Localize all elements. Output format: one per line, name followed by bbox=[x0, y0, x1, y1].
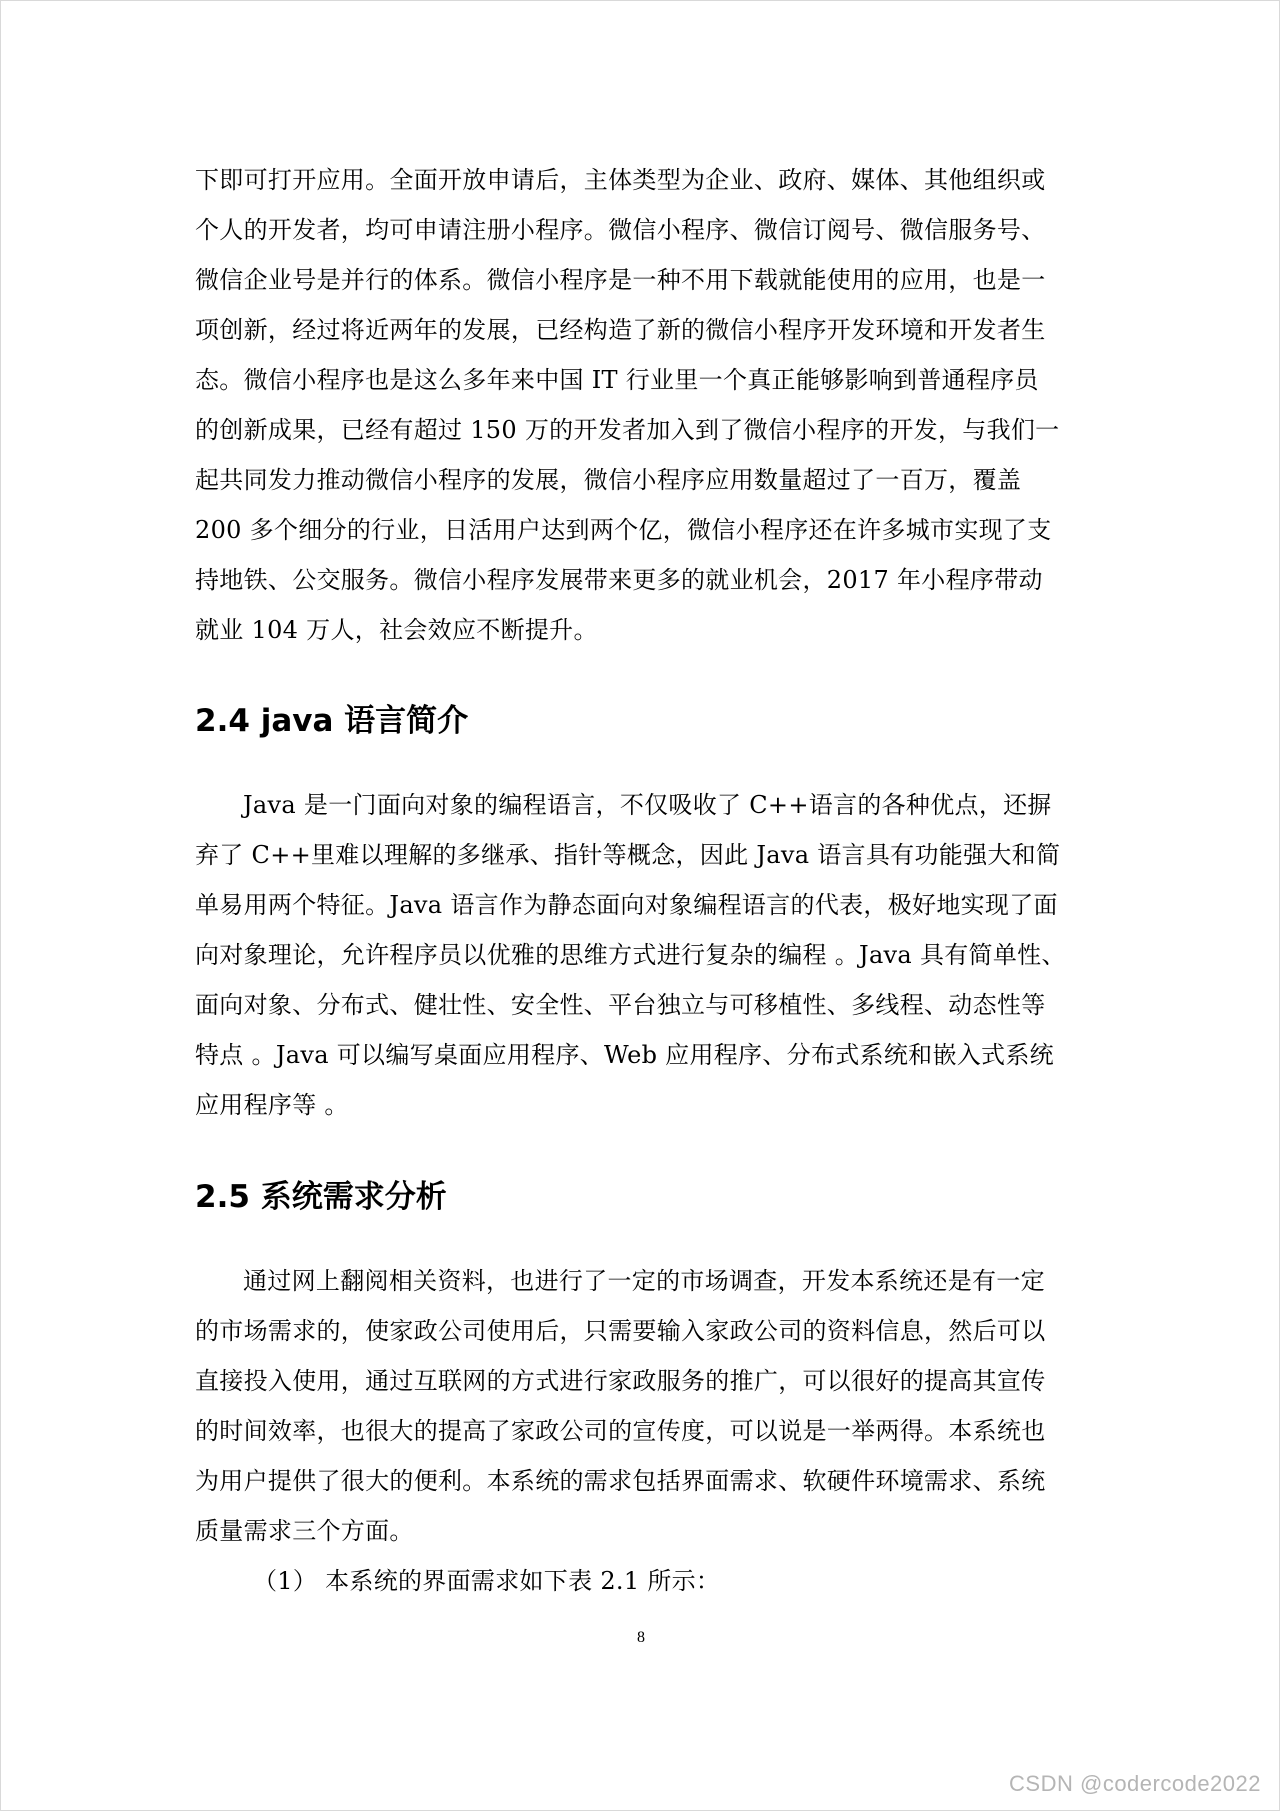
text-line: 微信企业号是并行的体系。微信小程序是一种不用下载就能使用的应用，也是一 bbox=[195, 266, 1046, 294]
text-line: 的时间效率，也很大的提高了家政公司的宣传度，可以说是一举两得。本系统也 bbox=[195, 1417, 1046, 1445]
paragraph-java-intro bbox=[195, 780, 1087, 1130]
paragraph-requirements bbox=[195, 1256, 1087, 1556]
text-line: 下即可打开应用。全面开放申请后，主体类型为企业、政府、媒体、其他组织或 bbox=[195, 166, 1046, 194]
text-line: 质量需求三个方面。 bbox=[195, 1517, 414, 1545]
text-line: 起共同发力推动微信小程序的发展，微信小程序应用数量超过了一百万，覆盖 bbox=[195, 466, 1022, 494]
text-line: 特点 。Java 可以编写桌面应用程序、Web 应用程序、分布式系统和嵌入式系统 bbox=[195, 1041, 1054, 1069]
text-line: 项创新，经过将近两年的发展，已经构造了新的微信小程序开发环境和开发者生 bbox=[195, 316, 1046, 344]
text-line: 应用程序等 。 bbox=[195, 1091, 349, 1119]
list-item bbox=[195, 1556, 1087, 1606]
text-line: 为用户提供了很大的便利。本系统的需求包括界面需求、软硬件环境需求、系统 bbox=[195, 1467, 1046, 1495]
text-line: 单易用两个特征。Java 语言作为静态面向对象编程语言的代表，极好地实现了面 bbox=[195, 891, 1058, 919]
text-line: 的市场需求的，使家政公司使用后，只需要输入家政公司的资料信息，然后可以 bbox=[195, 1317, 1046, 1345]
section-heading-requirements: 2.5 系统需求分析 bbox=[195, 1179, 447, 1215]
paragraph-wechat-miniprogram bbox=[195, 155, 1087, 655]
text-line: 持地铁、公交服务。微信小程序发展带来更多的就业机会，2017 年小程序带动 bbox=[195, 566, 1043, 594]
text-line: 200 多个细分的行业，日活用户达到两个亿，微信小程序还在许多城市实现了支 bbox=[195, 516, 1052, 544]
text-line: 向对象理论，允许程序员以优雅的思维方式进行复杂的编程 。Java 具有简单性、 bbox=[195, 941, 1066, 969]
text-line: Java 是一门面向对象的编程语言，不仅吸收了 C++语言的各种优点，还摒 bbox=[243, 791, 1052, 819]
text-line: 就业 104 万人，社会效应不断提升。 bbox=[195, 616, 598, 644]
text-line: 弃了 C++里难以理解的多继承、指针等概念，因此 Java 语言具有功能强大和简 bbox=[195, 841, 1061, 869]
text-line: 通过网上翻阅相关资料，也进行了一定的市场调查，开发本系统还是有一定 bbox=[243, 1267, 1045, 1295]
text-line: 态。微信小程序也是这么多年来中国 IT 行业里一个真正能够影响到普通程序员 bbox=[195, 366, 1039, 394]
text-line: 个人的开发者，均可申请注册小程序。微信小程序、微信订阅号、微信服务号、 bbox=[195, 216, 1046, 244]
text-line: （1） 本系统的界面需求如下表 2.1 所示： bbox=[253, 1567, 721, 1595]
text-line: 的创新成果，已经有超过 150 万的开发者加入到了微信小程序的开发，与我们一 bbox=[195, 416, 1060, 444]
text-line: 直接投入使用，通过互联网的方式进行家政服务的推广，可以很好的提高其宣传 bbox=[195, 1367, 1046, 1395]
page-number: 8 bbox=[637, 1629, 645, 1646]
section-heading-java: 2.4 java 语言简介 bbox=[195, 703, 469, 739]
text-line: 面向对象、分布式、健壮性、安全性、平台独立与可移植性、多线程、动态性等 bbox=[195, 991, 1046, 1019]
watermark: CSDN @codercode2022 bbox=[1009, 1771, 1261, 1796]
